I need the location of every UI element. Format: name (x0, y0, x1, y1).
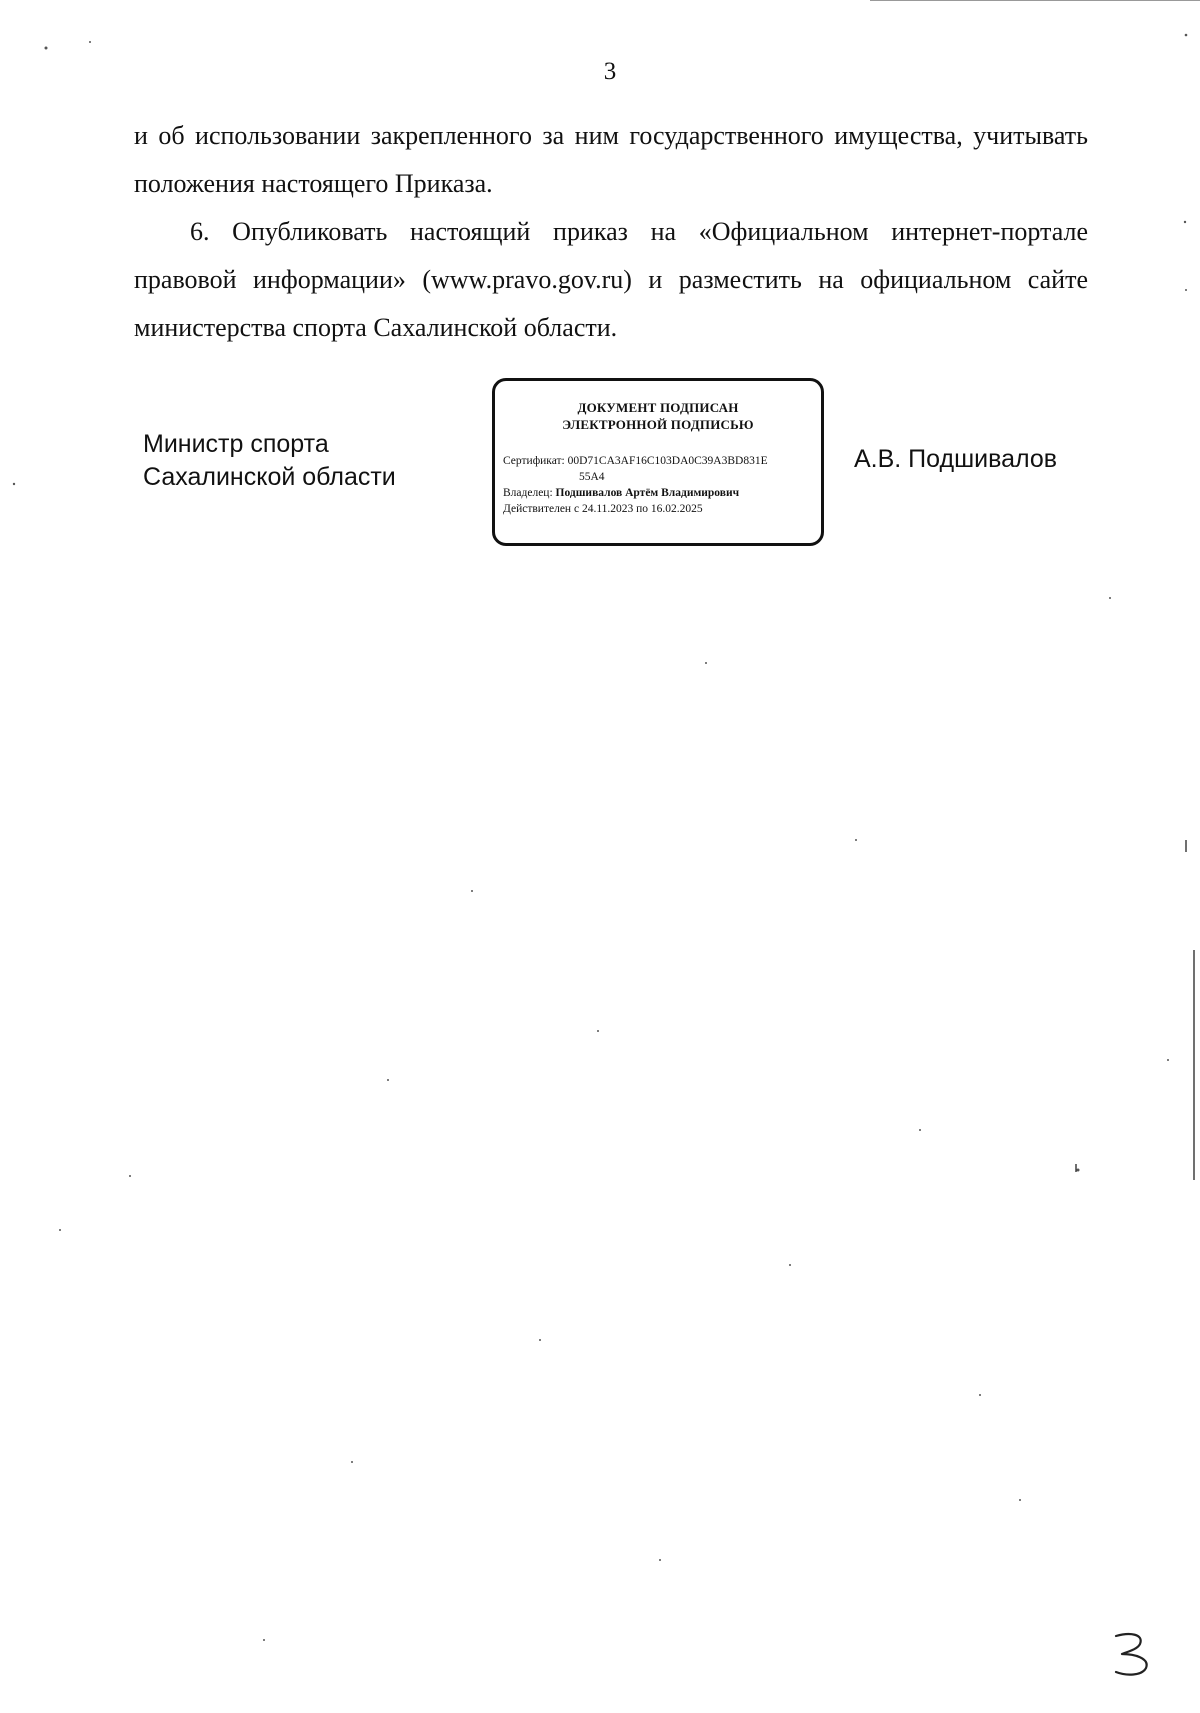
handwritten-page-number-3 (1110, 1630, 1156, 1680)
page-number: 3 (603, 58, 617, 85)
stamp-details (503, 453, 819, 517)
signer-position-line-1: Министр спорта (143, 430, 329, 458)
signer-name: А.В. Подшивалов (854, 445, 1058, 473)
stamp-owner-value: Подшивалов Артём Владимирович (555, 487, 740, 499)
stamp-certificate-label: Сертификат: (503, 455, 565, 467)
electronic-signature-stamp (492, 378, 824, 546)
stamp-title-line-1: ДОКУМЕНТ ПОДПИСАН (577, 400, 739, 415)
stamp-validity: Действителен с 24.11.2023 по 16.02.2025 (503, 503, 703, 515)
paragraph-continuation: и об использовании закрепленного за ним государственного имущества, учитывать положения настоящего Приказа. (134, 121, 1088, 198)
stamp-certificate-cont: 55A4 (579, 471, 605, 483)
stamp-title (495, 399, 821, 433)
signer-position (143, 428, 396, 494)
signer-position-line-2: Сахалинской области (143, 463, 396, 491)
stamp-owner-label: Владелец: (503, 487, 553, 499)
top-edge-line (870, 0, 1200, 1)
paragraph-item-6: 6. Опубликовать настоящий приказ на «Официальном интернет-портале правовой информации» (www.pravo.gov.ru) и разместить на официальном сайте министерства спорта Сахалинской области. (134, 217, 1088, 342)
stamp-certificate (503, 453, 819, 469)
stamp-title-line-2: ЭЛЕКТРОННОЙ ПОДПИСЬЮ (562, 417, 754, 432)
document-body (134, 112, 1088, 352)
stamp-owner (503, 485, 819, 501)
stamp-certificate-value: 00D71CA3AF16C103DA0C39A3BD831E (567, 455, 768, 467)
